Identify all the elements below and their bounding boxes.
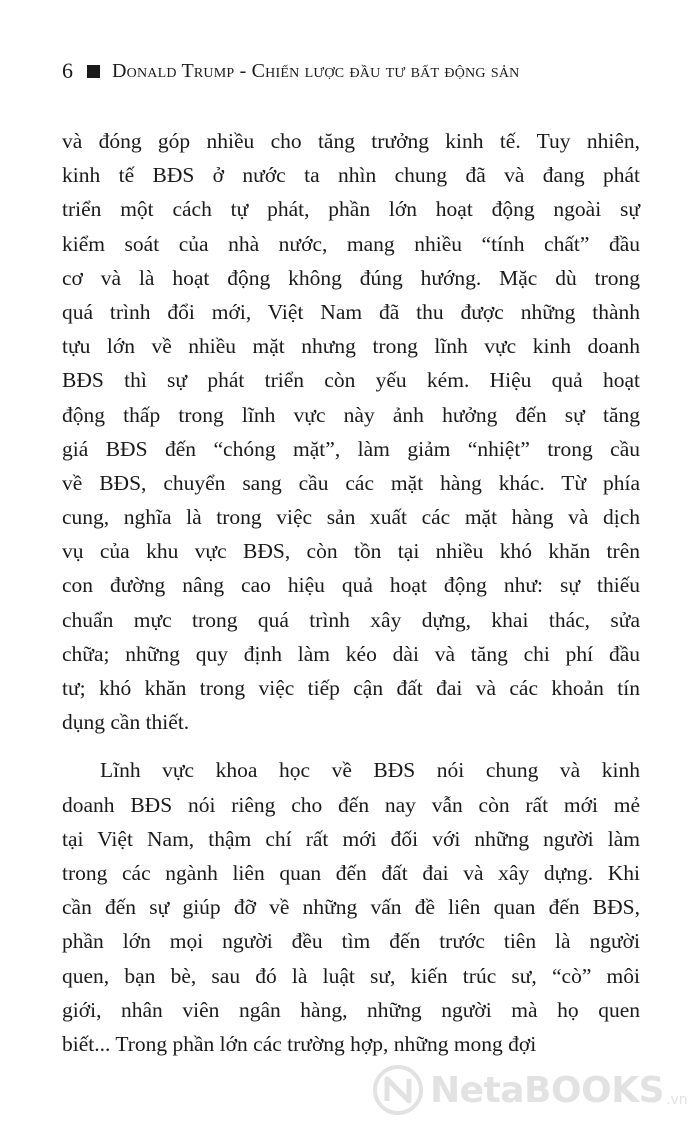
text-line: dụng cần thiết. [62, 710, 190, 735]
body-text [62, 124, 640, 1061]
text-line: trong các ngành liên quan đến đất đai và xây dựng. Khi [62, 860, 640, 885]
text-line: quen, bạn bè, sau đó là luật sư, kiến trúc sư, “cò” môi [62, 963, 640, 988]
text-line: cung, nghĩa là trong việc sản xuất các mặt hàng và dịch [62, 505, 640, 530]
paragraph-2 [62, 753, 640, 1061]
text-line: chữa; những quy định làm kéo dài và tăng chi phí đầu [62, 641, 640, 666]
text-line: quá trình đổi mới, Việt Nam đã thu được những thành [62, 299, 640, 324]
text-line: cần đến sự giúp đỡ về những vấn đề liên quan đến BĐS, [62, 895, 640, 920]
text-line: và đóng góp nhiều cho tăng trưởng kinh tế. Tuy nhiên, [62, 129, 640, 153]
text-line: tựu lớn về nhiều mặt nhưng trong lĩnh vực kinh doanh [62, 334, 640, 359]
header-square-ornament [87, 65, 100, 78]
text-line: cơ và là hoạt động không đúng hướng. Mặc dù trong [62, 265, 640, 290]
text-line: chuẩn mực trong quá trình xây dựng, khai thác, sửa [62, 607, 640, 632]
text-line: BĐS thì sự phát triển còn yếu kém. Hiệu quả hoạt [62, 368, 640, 393]
text-line: biết... Trong phần lớn các trường hợp, những mong đợi [62, 1031, 537, 1056]
text-line: động thấp trong lĩnh vực này ảnh hưởng đến sự tăng [62, 402, 640, 427]
text-line: tại Việt Nam, thậm chí rất mới đối với những người làm [62, 826, 640, 851]
text-line: vụ của khu vực BĐS, còn tồn tại nhiều khó khăn trên [62, 539, 640, 564]
header-title: Donald Trump - Chiến lược đầu tư bất động sản [112, 59, 520, 82]
page-number: 6 [62, 58, 73, 83]
text-line: Lĩnh vực khoa học về BĐS nói chung và kinh [100, 758, 640, 783]
netabooks-logo-icon [372, 1064, 424, 1116]
watermark-text: NetaBOOKS [430, 1069, 665, 1111]
text-line: phần lớn mọi người đều tìm đến trước tiên là người [62, 929, 640, 954]
running-header [62, 56, 519, 86]
text-line: giá BĐS đến “chóng mặt”, làm giảm “nhiệt” trong cầu [62, 436, 640, 461]
text-line: về BĐS, chuyển sang cầu các mặt hàng khác. Từ phía [62, 470, 640, 495]
text-line: doanh BĐS nói riêng cho đến nay vẫn còn rất mới mẻ [62, 792, 640, 817]
watermark-suffix: .vn [666, 1092, 688, 1108]
text-line: kinh tế BĐS ở nước ta nhìn chung đã và đang phát [62, 163, 640, 188]
text-line: kiểm soát của nhà nước, mang nhiều “tính chất” đầu [62, 231, 640, 256]
paragraph-1 [62, 124, 640, 739]
text-line: triển một cách tự phát, phần lớn hoạt động ngoài sự [62, 197, 640, 222]
text-line: con đường nâng cao hiệu quả hoạt động như: sự thiếu [62, 573, 640, 598]
publisher-watermark [372, 1062, 688, 1118]
text-line: giới, nhân viên ngân hàng, những người mà họ quen [62, 997, 640, 1022]
text-line: tư; khó khăn trong việc tiếp cận đất đai và các khoản tín [62, 676, 640, 700]
